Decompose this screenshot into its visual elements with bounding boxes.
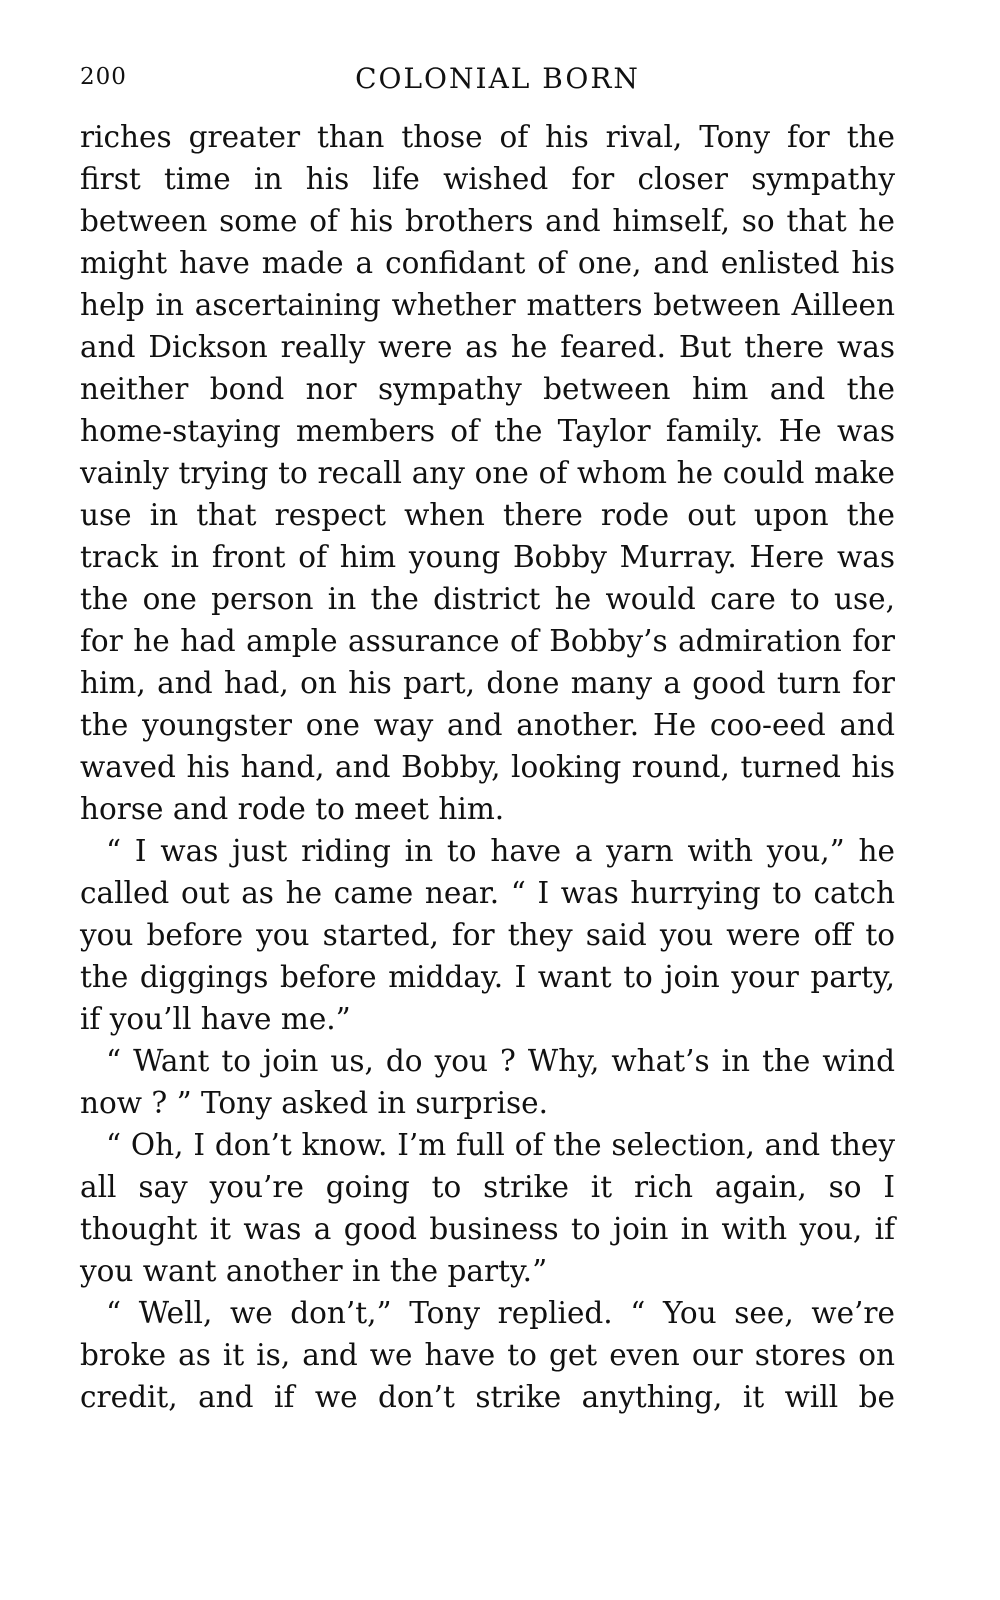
paragraph-bobby-greeting: “ I was just riding in to have a yarn with you,” he called out as he came near. “ I was hurrying to catch you before you started, for they said you were off to the diggings before midday. I want to join your party, if you’ll have me.”: [80, 834, 895, 1036]
text-body: [80, 116, 895, 1418]
running-head: [80, 62, 895, 102]
paragraph-tony-reply: “ Well, we don’t,” Tony replied. “ You see, we’re broke as it is, and we have to get even our stores on credit, and if we don’t strike anything, it will be: [80, 1296, 895, 1414]
page-number: 200: [80, 64, 127, 90]
paragraph-tony-question: “ Want to join us, do you ? Why, what’s in the wind now ? ” Tony asked in surprise.: [80, 1044, 895, 1120]
paragraph-bobby-reply: “ Oh, I don’t know. I’m full of the selection, and they all say you’re going to strike it rich again, so I thought it was a good business to join in with you, if you want another in the party.”: [80, 1128, 895, 1288]
paragraph-continuation: riches greater than those of his rival, Tony for the first time in his life wished for closer sympathy between some of his brothers and himself, so that he might have made a confidant of one, and enlisted his help in ascertaining whether matters between Ailleen and Dickson really were as he feared. But there was neither bond nor sympathy between him and the home-staying members of the Taylor family. He was vainly trying to recall any one of whom he could make use in that respect when there rode out upon the track in front of him young Bobby Murray. Here was the one person in the district he would care to use, for he had ample assurance of Bobby’s admiration for him, and had, on his part, done many a good turn for the youngster one way and another. He coo-eed and waved his hand, and Bobby, looking round, turned his horse and rode to meet him.: [80, 120, 895, 826]
book-page: [80, 62, 895, 1418]
running-title: COLONIAL BORN: [355, 62, 640, 95]
